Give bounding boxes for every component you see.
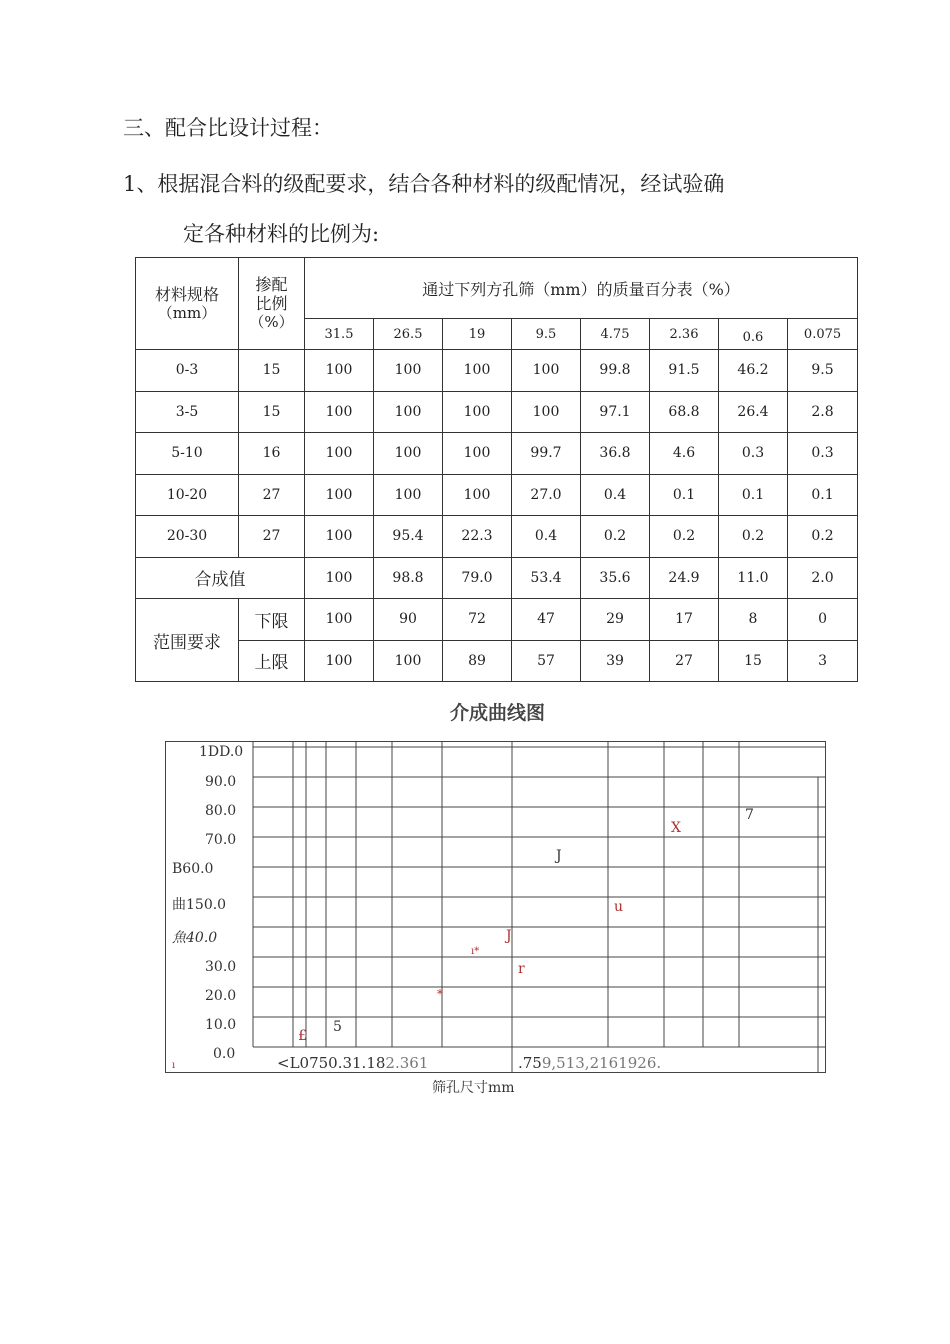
sieve-size: 26.5 — [374, 319, 443, 350]
curve-marker: X — [671, 820, 681, 836]
cell: 100 — [374, 433, 443, 475]
row-spec: 3-5 — [136, 391, 239, 433]
sieve-size: 2.36 — [650, 319, 719, 350]
sieve-size: 31.5 — [305, 319, 374, 350]
y-tick-label: 30.0 — [205, 959, 237, 975]
cell: 47 — [512, 599, 581, 641]
cell: 0.2 — [788, 516, 858, 558]
y-tick-label: 90.0 — [205, 774, 237, 790]
cell: 100 — [443, 433, 512, 475]
cell: 100 — [374, 350, 443, 392]
curve-marker: 5 — [333, 1019, 342, 1035]
header-passing: 通过下列方孔筛（mm）的质量百分表（%） — [305, 258, 858, 319]
cell: 17 — [650, 599, 719, 641]
x-axis-label: 筛孔尺寸mm — [432, 1080, 515, 1096]
cell: 27 — [650, 640, 719, 682]
curve-marker: * — [437, 987, 443, 1001]
x-axis-ticks-left — [277, 1054, 428, 1072]
cell: 100 — [443, 474, 512, 516]
cell: 35.6 — [581, 557, 650, 599]
header-spec-line2: （mm） — [157, 303, 217, 322]
cell: 46.2 — [719, 350, 788, 392]
cell: 4.6 — [650, 433, 719, 475]
cell: 0.3 — [719, 433, 788, 475]
paragraph-line-1: 1、根据混合料的级配要求，结合各种材料的级配情况，经试验确 — [123, 172, 725, 196]
cell: 98.8 — [374, 557, 443, 599]
cell: 100 — [305, 516, 374, 558]
y-tick-label: 20.0 — [205, 988, 237, 1004]
cell: 0.1 — [788, 474, 858, 516]
cell: 100 — [305, 474, 374, 516]
cell: 100 — [374, 391, 443, 433]
cell: 0.2 — [650, 516, 719, 558]
x-axis-ticks-right — [518, 1054, 661, 1072]
cell: 100 — [374, 640, 443, 682]
curve-marker: ı — [172, 1060, 176, 1071]
y-tick-label: 70.0 — [205, 832, 237, 848]
cell: 91.5 — [650, 350, 719, 392]
header-ratio-line1: 掺配 — [255, 275, 288, 294]
cell: 100 — [374, 474, 443, 516]
cell: 0.4 — [581, 474, 650, 516]
cell: 79.0 — [443, 557, 512, 599]
cell: 3 — [788, 640, 858, 682]
row-spec: 5-10 — [136, 433, 239, 475]
y-tick-label: 0.0 — [213, 1046, 236, 1062]
sieve-size: 0.075 — [788, 319, 858, 350]
cell: 0 — [788, 599, 858, 641]
cell: 36.8 — [581, 433, 650, 475]
sieve-size: 0.6 — [719, 319, 788, 350]
y-tick-label: 魚40.0 — [172, 930, 218, 946]
cell: 100 — [443, 391, 512, 433]
cell: 72 — [443, 599, 512, 641]
cell: 2.8 — [788, 391, 858, 433]
cell: 11.0 — [719, 557, 788, 599]
cell: 95.4 — [374, 516, 443, 558]
cell: 27.0 — [512, 474, 581, 516]
cell: 39 — [581, 640, 650, 682]
cell: 53.4 — [512, 557, 581, 599]
cell: 8 — [719, 599, 788, 641]
curve-marker: £ — [298, 1028, 307, 1044]
y-tick-label: B60.0 — [172, 861, 214, 877]
header-spec-line1: 材料规格 — [154, 284, 219, 304]
curve-marker: J — [556, 848, 562, 864]
row-spec: 0-3 — [136, 350, 239, 392]
x-axis-ticks-left-text: <L0750.31.18 — [277, 1054, 386, 1072]
cell: 29 — [581, 599, 650, 641]
cell: 0.1 — [650, 474, 719, 516]
x-axis-ticks-left-text-light: 2.361 — [385, 1054, 429, 1072]
cell: 0.4 — [512, 516, 581, 558]
cell: 100 — [512, 350, 581, 392]
cell: 100 — [305, 599, 374, 641]
x-axis-ticks-right-text-light: 9,513,2161926. — [541, 1054, 662, 1072]
sieve-size: 9.5 — [512, 319, 581, 350]
cell: 100 — [512, 391, 581, 433]
chart-title: 介成曲线图 — [449, 702, 545, 724]
row-ratio: 15 — [239, 350, 305, 392]
cell: 15 — [719, 640, 788, 682]
cell: 9.5 — [788, 350, 858, 392]
y-tick-label: 10.0 — [205, 1017, 237, 1033]
lower-label: 下限 — [239, 599, 305, 641]
composite-label: 合成值 — [136, 557, 305, 599]
upper-label: 上限 — [239, 640, 305, 682]
cell: 100 — [305, 391, 374, 433]
cell: 97.1 — [581, 391, 650, 433]
header-ratio-line2: 比例 — [255, 294, 288, 313]
header-ratio-line3: （%） — [249, 313, 294, 331]
cell: 24.9 — [650, 557, 719, 599]
curve-marker: 7 — [745, 807, 754, 823]
curve-marker: ı* — [471, 946, 480, 957]
row-spec: 10-20 — [136, 474, 239, 516]
cell: 89 — [443, 640, 512, 682]
curve-marker: u — [614, 899, 624, 915]
cell: 99.8 — [581, 350, 650, 392]
cell: 0.1 — [719, 474, 788, 516]
cell: 68.8 — [650, 391, 719, 433]
range-label: 范围要求 — [136, 599, 239, 682]
y-tick-label: 80.0 — [205, 803, 237, 819]
cell: 100 — [305, 640, 374, 682]
row-spec: 20-30 — [136, 516, 239, 558]
row-ratio: 27 — [239, 474, 305, 516]
row-ratio: 16 — [239, 433, 305, 475]
cell: 0.3 — [788, 433, 858, 475]
row-ratio: 15 — [239, 391, 305, 433]
sieve-size: 4.75 — [581, 319, 650, 350]
cell: 100 — [305, 557, 374, 599]
row-ratio: 27 — [239, 516, 305, 558]
paragraph-line-2: 定各种材料的比例为: — [183, 222, 380, 246]
cell: 0.2 — [581, 516, 650, 558]
curve-marker: J — [506, 928, 512, 944]
y-tick-label: 曲150.0 — [172, 897, 227, 913]
x-axis-ticks-right-text: .75 — [518, 1054, 542, 1072]
section-heading: 三、配合比设计过程： — [123, 116, 333, 140]
cell: 100 — [443, 350, 512, 392]
sieve-size: 19 — [443, 319, 512, 350]
cell: 0.2 — [719, 516, 788, 558]
curve-marker: r — [518, 961, 525, 977]
cell: 2.0 — [788, 557, 858, 599]
cell: 99.7 — [512, 433, 581, 475]
cell: 57 — [512, 640, 581, 682]
cell: 22.3 — [443, 516, 512, 558]
y-tick-label: 1DD.0 — [199, 744, 244, 760]
cell: 100 — [305, 350, 374, 392]
cell: 100 — [305, 433, 374, 475]
cell: 90 — [374, 599, 443, 641]
cell: 26.4 — [719, 391, 788, 433]
